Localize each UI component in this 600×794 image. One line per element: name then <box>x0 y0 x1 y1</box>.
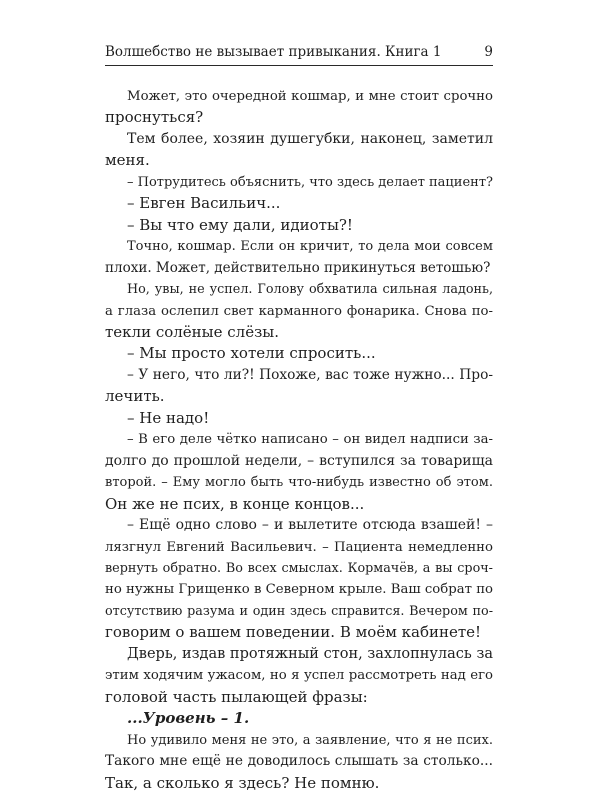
text-line: долго до прошлой недели, – вступился за товарища <box>105 452 493 469</box>
text-line: – Ещё одно слово – и вылетите отсюда взашей! – <box>127 517 493 534</box>
text-line: лечить. <box>105 387 165 406</box>
text-line: а глаза ослепил свет карманного фонарика. Снова по- <box>105 303 493 319</box>
book-title: Волшебство не вызывает привыкания. Книга 1 <box>105 44 442 60</box>
text-line: Тем более, хозяин душегубки, наконец, заметил <box>127 130 493 147</box>
text-line: Такого мне ещё не доводилось слышать за столько... <box>105 753 493 770</box>
text-line: – Вы что ему дали, идиоты?! <box>127 215 353 234</box>
text-line: – Евген Васильич... <box>127 194 281 213</box>
text-line: лязгнул Евгений Васильевич. – Пациента немедленно <box>105 539 493 555</box>
text-line: говорим о вашем поведении. В моём кабинете! <box>105 623 482 642</box>
text-line: – Потрудитесь объяснить, что здесь делает пациент? <box>127 174 493 190</box>
text-line: плохи. Может, действительно прикинуться ветошью? <box>105 259 491 276</box>
text-line: – В его деле чётко написано – он видел надписи за- <box>127 432 493 448</box>
text-line: проснуться? <box>105 108 204 127</box>
page-number: 9 <box>484 44 493 60</box>
text-line: текли солёные слёзы. <box>105 322 279 341</box>
text-line: этим ходячим ужасом, но я успел рассмотреть над его <box>105 668 493 684</box>
text-line: Но, увы, не успел. Голову обхватила сильная ладонь, <box>127 282 493 298</box>
text-line: отсутствию разума и один здесь справится. Вечером по- <box>105 603 493 619</box>
text-line: – Мы просто хотели спросить... <box>127 344 376 363</box>
level-text-line: ...Уровень – 1. <box>127 709 250 728</box>
text-line: – Не надо! <box>127 408 210 427</box>
text-line: меня. <box>105 151 150 170</box>
text-line: Точно, кошмар. Если он кричит, то дела мои совсем <box>127 239 493 255</box>
text-line: Так, а сколько я здесь? Не помню. <box>105 773 380 792</box>
text-line: – У него, что ли?! Похоже, вас тоже нужно... Про- <box>127 366 493 383</box>
body-text <box>105 86 493 794</box>
running-header <box>105 43 493 66</box>
text-line: Но удивило меня не это, а заявление, что я не псих. <box>127 732 493 748</box>
text-line: второй. – Ему могло быть что-нибудь известно об этом. <box>105 475 493 491</box>
text-line: вернуть обратно. Во всех смыслах. Кормачёв, а вы сроч- <box>105 560 493 576</box>
text-line: но нужны Грищенко в Северном крыле. Ваш собрат по <box>105 582 493 598</box>
text-line: Он же не псих, в конце концов... <box>105 494 365 513</box>
text-line: Дверь, издав протяжный стон, захлопнулась за <box>127 645 493 662</box>
text-line: головой часть пылающей фразы: <box>105 687 368 706</box>
text-line: Может, это очередной кошмар, и мне стоит срочно <box>127 89 493 104</box>
